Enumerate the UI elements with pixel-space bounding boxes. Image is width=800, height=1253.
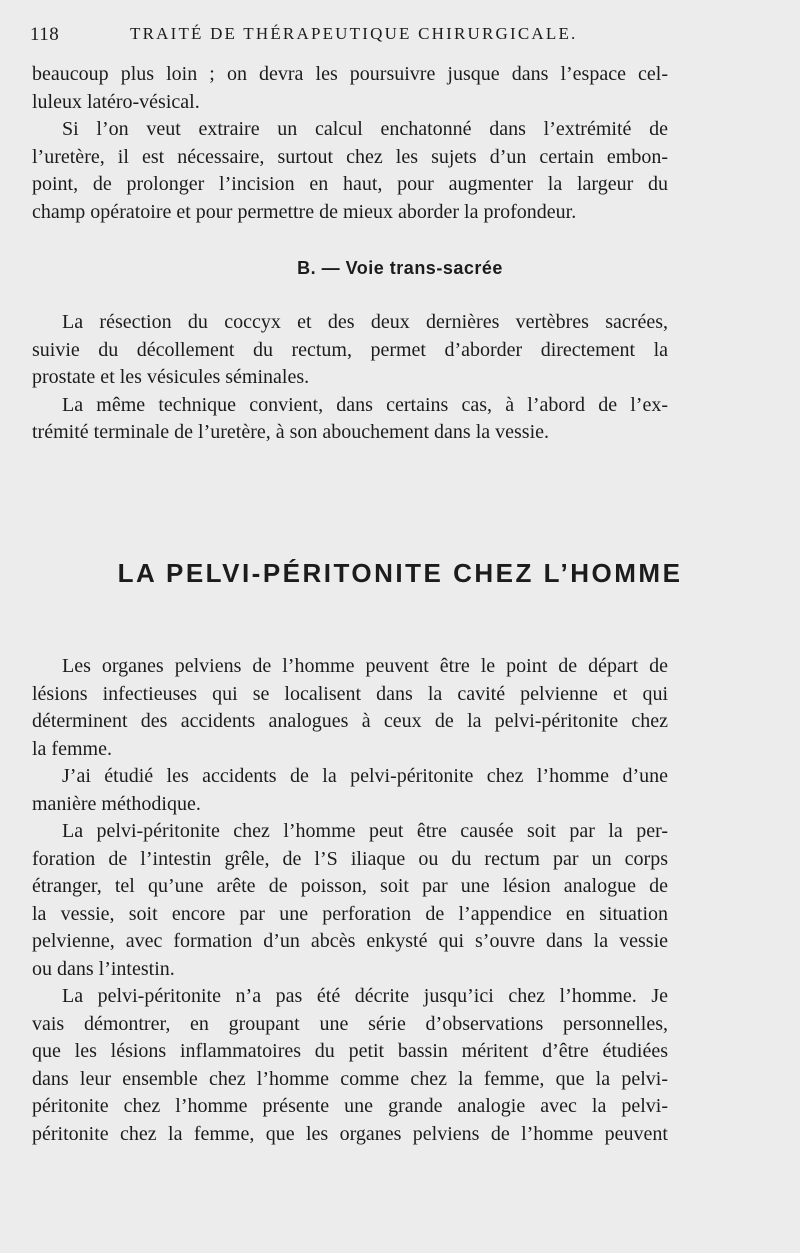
text-line: La résection du coccyx et des deux dernières vertèbres sacrées, bbox=[62, 311, 668, 333]
text-line: pelvienne, avec formation d’un abcès enkysté qui s’ouvre dans la vessie bbox=[32, 930, 668, 952]
text-line: La même technique convient, dans certains cas, à l’abord de l’ex- bbox=[62, 393, 668, 416]
text-line: dans leur ensemble chez l’homme comme chez la femme, que la pelvi- bbox=[32, 1067, 668, 1090]
text-line: Les organes pelviens de l’homme peuvent être le point de départ de bbox=[62, 655, 668, 677]
text-line: point, de prolonger l’incision en haut, pour augmenter la largeur du bbox=[32, 173, 668, 195]
text-line: Si l’on veut extraire un calcul enchatonné dans l’extrémité de bbox=[62, 118, 668, 140]
text-line: manière méthodique. bbox=[32, 792, 201, 815]
section-subheading: B. — Voie trans-sacrée bbox=[297, 258, 503, 278]
text-line: champ opératoire et pour permettre de mieux aborder la profondeur. bbox=[32, 200, 577, 223]
text-line: luleux latéro-vésical. bbox=[32, 90, 200, 113]
text-line: péritonite chez la femme, que les organes pelviens de l’homme peuvent bbox=[32, 1122, 668, 1145]
text-line: l’uretère, il est nécessaire, surtout chez les sujets d’un certain embon- bbox=[32, 145, 668, 168]
text-line: lésions infectieuses qui se localisent dans la cavité pelvienne et qui bbox=[32, 682, 668, 705]
paragraph-block-3 bbox=[32, 653, 668, 1148]
page-header bbox=[30, 24, 750, 52]
text-line: La pelvi-péritonite n’a pas été décrite jusqu’ici chez l’homme. Je bbox=[62, 985, 668, 1007]
text-line: foration de l’intestin grêle, de l’S iliaque ou du rectum par un corps bbox=[32, 847, 668, 870]
chapter-title: LA PELVI-PÉRITONITE CHEZ L’HOMME bbox=[117, 558, 683, 588]
text-line: prostate et les vésicules séminales. bbox=[32, 366, 310, 388]
text-line: suivie du décollement du rectum, permet d’aborder directement la bbox=[32, 338, 668, 361]
page-number: 118 bbox=[30, 24, 60, 45]
text-line: la femme. bbox=[32, 737, 112, 760]
text-line: la vessie, soit encore par une perforation de l’appendice en situation bbox=[32, 902, 668, 925]
text-line: ou dans l’intestin. bbox=[32, 957, 175, 980]
text-line: péritonite chez l’homme présente une grande analogie avec la pelvi- bbox=[32, 1095, 668, 1117]
text-line: trémité terminale de l’uretère, à son abouchement dans la vessie. bbox=[32, 421, 550, 443]
text-line: J’ai étudié les accidents de la pelvi-péritonite chez l’homme d’une bbox=[62, 765, 668, 787]
text-line: beaucoup plus loin ; on devra les poursuivre jusque dans l’espace cel- bbox=[32, 63, 668, 85]
text-line: La pelvi-péritonite chez l’homme peut être causée soit par la per- bbox=[62, 820, 668, 842]
text-line: que les lésions inflammatoires du petit bassin méritent d’être étudiées bbox=[32, 1040, 668, 1062]
paragraph-block-1 bbox=[32, 61, 668, 226]
text-line: déterminent des accidents analogues à ceux de la pelvi-péritonite chez bbox=[32, 710, 668, 732]
text-line: vais démontrer, en groupant une série d’observations personnelles, bbox=[32, 1012, 668, 1035]
running-title: TRAITÉ DE THÉRAPEUTIQUE CHIRURGICALE. bbox=[130, 24, 578, 43]
paragraph-block-2 bbox=[32, 309, 668, 447]
text-line: étranger, tel qu’une arête de poisson, soit par une lésion analogue de bbox=[32, 875, 668, 897]
